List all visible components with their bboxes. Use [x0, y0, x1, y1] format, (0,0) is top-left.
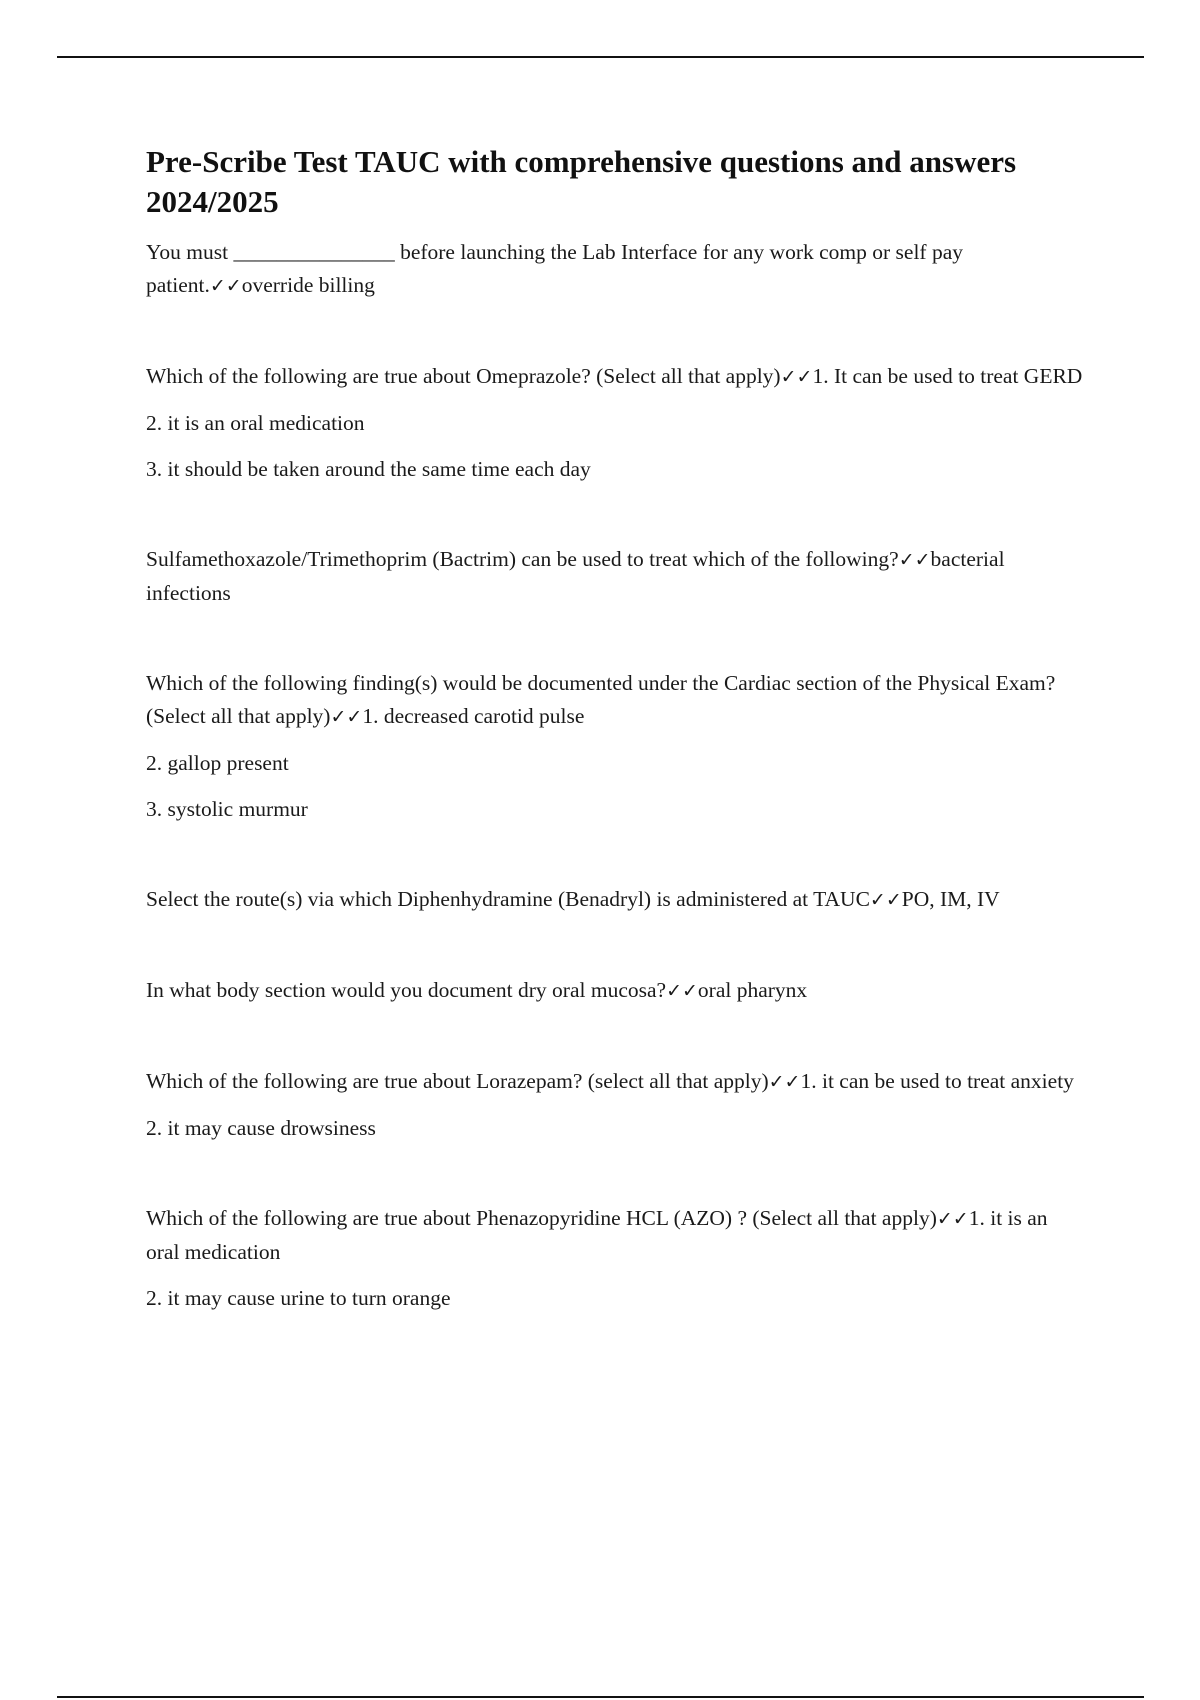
qa-text	[146, 667, 1086, 734]
top-rule	[57, 56, 1144, 58]
qa-item-5	[146, 883, 1086, 917]
answer-text: 1. decreased carotid pulse	[362, 704, 585, 728]
double-check-icon: ✓✓	[898, 549, 931, 571]
qa-item-6	[146, 974, 1086, 1008]
answer-text: 1. It can be used to treat GERD	[812, 364, 1083, 388]
answer-text: 1. it is an oral medication	[146, 1206, 1048, 1264]
double-check-icon: ✓✓	[666, 980, 698, 1002]
qa-text	[146, 1065, 1086, 1099]
answer-line: 2. it may cause drowsiness	[146, 1116, 376, 1140]
qa-item-2	[146, 360, 1086, 486]
question-text: Which of the following are true about Omeprazole? (Select all that apply)	[146, 364, 781, 388]
qa-text	[146, 1202, 1086, 1269]
qa-item-1	[146, 236, 1086, 303]
question-text: Which of the following are true about Phenazopyridine HCL (AZO) ? (Select all that apply)	[146, 1206, 937, 1230]
answer-line: 2. gallop present	[146, 751, 289, 775]
answer-line: 3. it should be taken around the same time each day	[146, 457, 591, 481]
qa-item-3	[146, 543, 1086, 610]
answer-text: override billing	[241, 273, 375, 297]
qa-text	[146, 236, 1086, 303]
double-check-icon: ✓✓	[869, 889, 902, 911]
double-check-icon: ✓✓	[209, 275, 242, 297]
question-text: Sulfamethoxazole/Trimethoprim (Bactrim) can be used to treat which of the following?	[146, 547, 899, 571]
double-check-icon: ✓✓	[936, 1208, 969, 1230]
answer-text: bacterial infections	[146, 547, 1005, 605]
document-body	[146, 142, 1086, 1315]
qa-text	[146, 883, 1086, 917]
answer-line: 2. it is an oral medication	[146, 411, 365, 435]
qa-item-4	[146, 667, 1086, 826]
qa-text	[146, 974, 1086, 1008]
qa-item-8	[146, 1202, 1086, 1315]
double-check-icon: ✓✓	[780, 366, 813, 388]
answer-text: 1. it can be used to treat anxiety	[800, 1069, 1074, 1093]
bottom-rule	[57, 1696, 1144, 1698]
question-text: You must _______________ before launching the Lab Interface for any work comp or self pay patient.	[146, 240, 963, 297]
answer-line: 3. systolic murmur	[146, 797, 308, 821]
question-text: Which of the following finding(s) would be documented under the Cardiac section of the Physical Exam? (Select all that apply)	[146, 671, 1056, 728]
double-check-icon: ✓✓	[330, 706, 363, 728]
answer-line: 2. it may cause urine to turn orange	[146, 1286, 451, 1310]
question-text: In what body section would you document dry oral mucosa?	[146, 978, 667, 1002]
qa-item-7	[146, 1065, 1086, 1145]
document-title: Pre-Scribe Test TAUC with comprehensive questions and answers 2024/2025	[146, 144, 1017, 219]
double-check-icon: ✓✓	[768, 1071, 801, 1093]
answer-text: PO, IM, IV	[901, 887, 1000, 911]
question-text: Select the route(s) via which Diphenhydramine (Benadryl) is administered at TAUC	[146, 887, 870, 911]
answer-text: oral pharynx	[697, 978, 808, 1002]
qa-text	[146, 543, 1086, 610]
qa-text	[146, 360, 1086, 394]
question-text: Which of the following are true about Lorazepam? (select all that apply)	[146, 1069, 769, 1093]
